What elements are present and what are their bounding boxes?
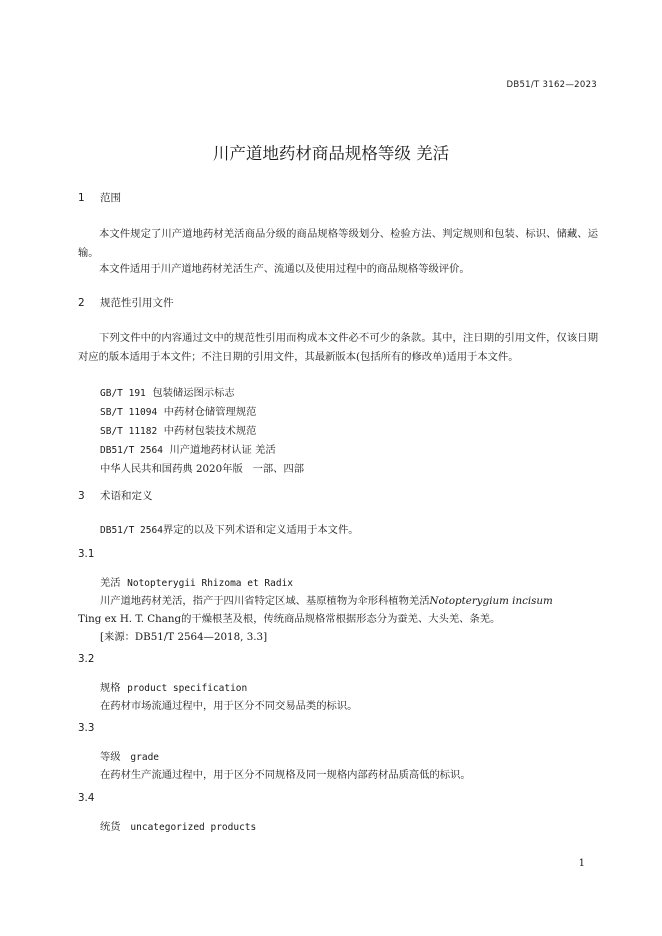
term-source: [来源：DB51/T 2564—2018, 3.3] <box>100 631 268 643</box>
section-heading-references <box>78 295 174 310</box>
term-definition-cont: Ting ex H. T. Chang的干燥根茎及根，传统商品规格常根据形态分为蚕羌、大头羌、条羌。 <box>78 613 501 625</box>
paragraph: 下列文件中的内容通过文中的规范性引用而构成本文件必不可少的条款。其中，注日期的引用文件，仅该日期对应的版本适用于本文件；不注日期的引用文件，其最新版本(包括所有的修改单)适用于本文件。 <box>78 332 598 363</box>
section-heading-scope <box>78 190 121 205</box>
section-title: 规范性引用文件 <box>100 297 174 309</box>
section-title: 术语和定义 <box>100 490 153 502</box>
reference-item: SB/T 11182 中药材包装技术规范 <box>100 425 257 437</box>
clause-number: 3.3 <box>78 722 95 734</box>
terms-intro: DB51/T 2564界定的以及下列术语和定义适用于本文件。 <box>100 524 359 536</box>
page-title: 川产道地药材商品规格等级 羌活 <box>212 144 450 163</box>
document-code: DB51/T 3162—2023 <box>506 80 597 90</box>
term-definition: 在药材生产流通过程中，用于区分不同规格及同一规格内部药材品质高低的标识。 <box>100 769 471 781</box>
clause-number: 3.1 <box>78 548 95 560</box>
reference-item: 中华人民共和国药典 2020年版 一部、四部 <box>100 463 305 475</box>
term-definition: 在药材市场流通过程中，用于区分不同交易品类的标识。 <box>100 700 358 712</box>
section-title: 范围 <box>100 192 121 204</box>
reference-item: GB/T 191 包装储运图示标志 <box>100 387 235 399</box>
page-number: 1 <box>578 858 585 869</box>
reference-item: DB51/T 2564 川产道地药材认证 羌活 <box>100 444 276 456</box>
term-entry: 统货 uncategorized products <box>100 821 257 833</box>
section-number: 3 <box>78 490 85 502</box>
paragraph: 本文件规定了川产道地药材羌活商品分级的商品规格等级划分、检验方法、判定规则和包装、标识、储藏、运输。 <box>78 228 598 259</box>
reference-item: SB/T 11094 中药材仓储管理规范 <box>100 406 257 418</box>
section-number: 1 <box>78 192 85 204</box>
clause-number: 3.2 <box>78 653 95 665</box>
section-number: 2 <box>78 297 85 309</box>
term-entry: 羌活 Notopterygii Rhizoma et Radix <box>100 577 294 589</box>
term-entry: 规格 product specification <box>100 682 248 694</box>
term-definition: 川产道地药材羌活，指产于四川省特定区域、基原植物为伞形科植物羌活Notopterygium incisum <box>100 595 553 607</box>
paragraph: 本文件适用于川产道地药材羌活生产、流通以及使用过程中的商品规格等级评价。 <box>99 263 470 275</box>
term-entry: 等级 grade <box>100 751 160 763</box>
section-heading-terms <box>78 488 153 503</box>
clause-number: 3.4 <box>78 792 95 804</box>
